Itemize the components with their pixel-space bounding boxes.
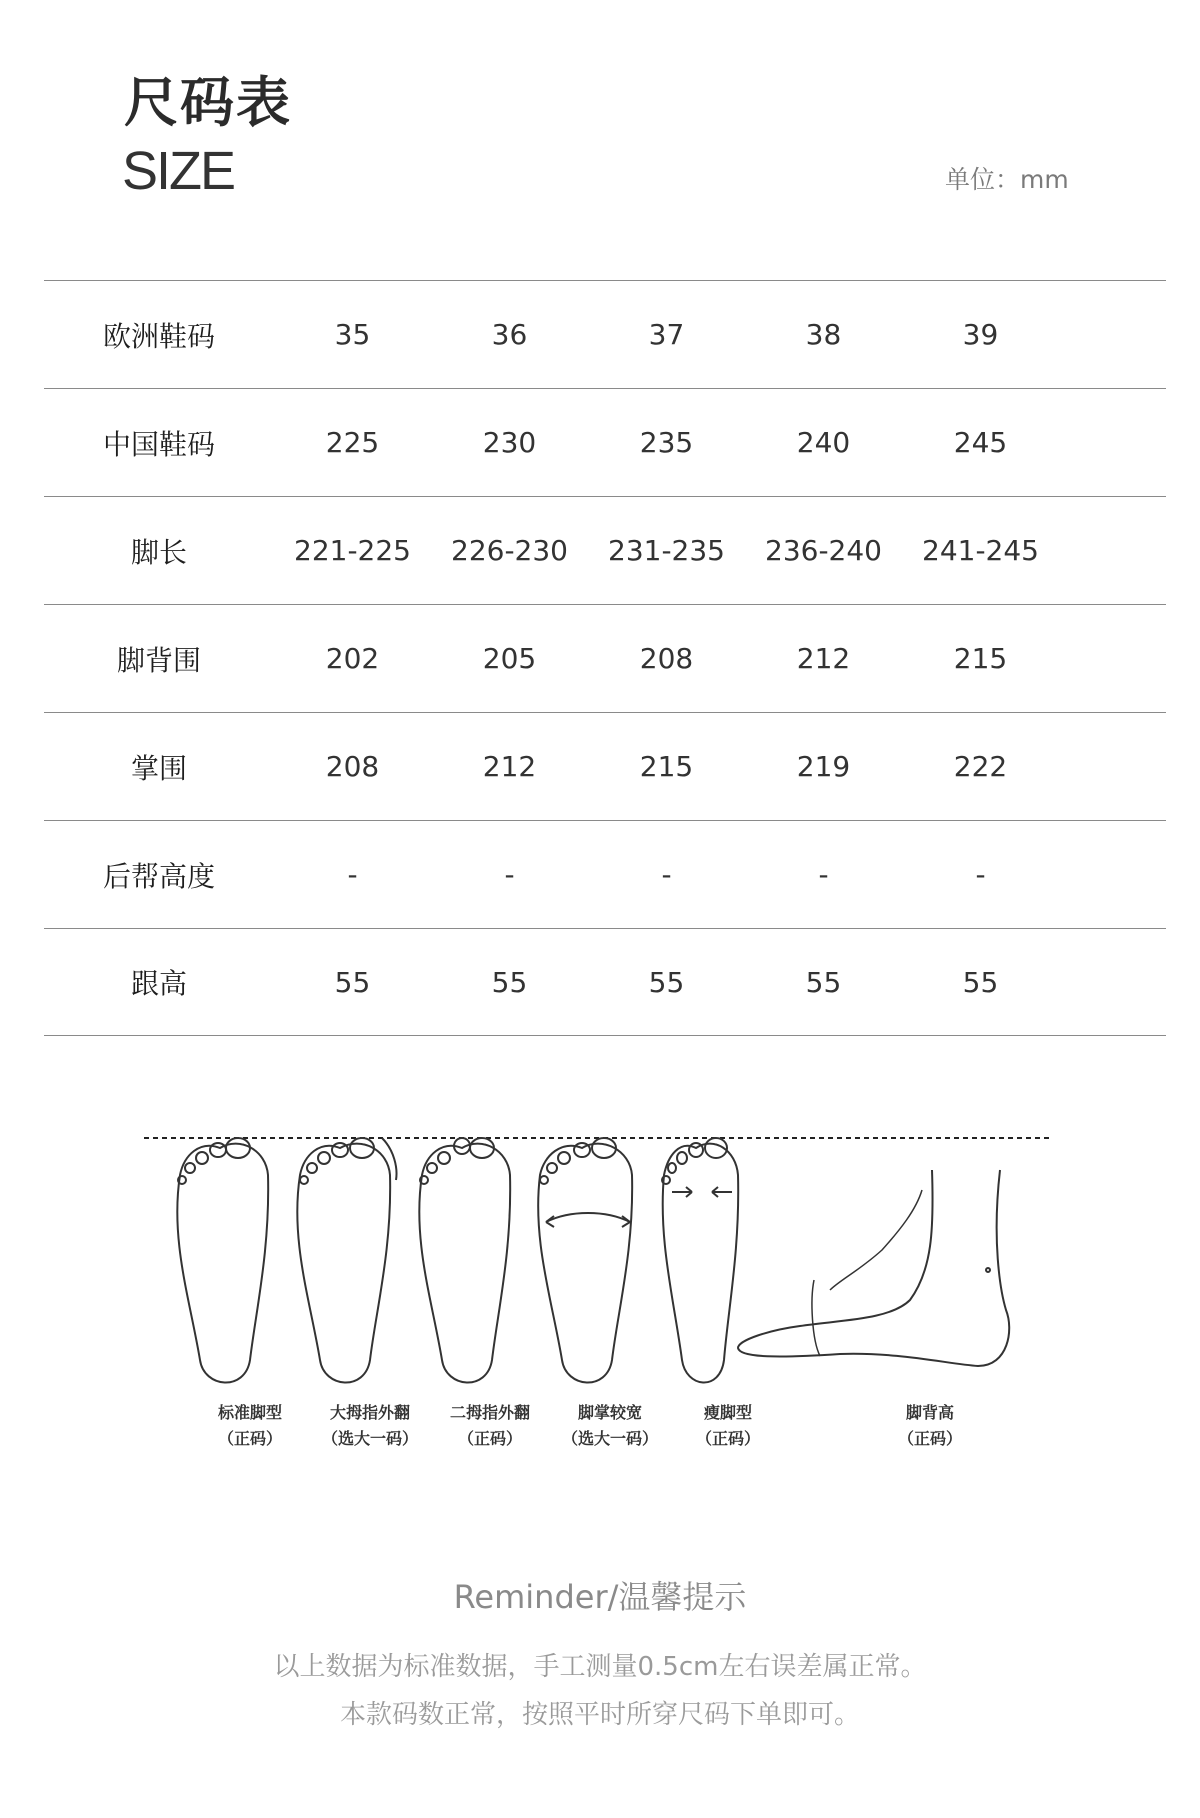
foot-type-advice: （选大一码）	[561, 1429, 658, 1448]
table-row	[44, 604, 1166, 712]
page-title-en: SIZE	[122, 141, 235, 201]
foot-type-name: 大拇指外翻	[329, 1403, 410, 1422]
table-cell: 39	[962, 318, 999, 351]
table-cell: 212	[482, 750, 537, 783]
table-cell: 205	[482, 642, 537, 675]
table-cell: -	[975, 858, 986, 891]
table-row	[44, 280, 1166, 388]
row-label: 中国鞋码	[102, 427, 215, 461]
table-cell: -	[504, 858, 515, 891]
foot-type-name: 标准脚型	[217, 1403, 282, 1422]
table-cell: 215	[639, 750, 694, 783]
foot-type-name: 脚掌较宽	[577, 1403, 642, 1422]
foot-label-high-instep	[860, 1400, 1000, 1452]
table-row	[44, 388, 1166, 496]
foot-standard-drawing	[177, 1138, 268, 1383]
foot-type-name: 脚背高	[905, 1403, 954, 1422]
table-cell: 225	[325, 426, 380, 459]
table-cell: 55	[962, 965, 999, 999]
table-cell: 55	[648, 965, 685, 999]
table-cell: 208	[639, 642, 694, 675]
unit-label: 单位：mm	[945, 165, 1069, 194]
table-cell: -	[818, 858, 829, 891]
foot-slim-drawing	[662, 1138, 738, 1383]
table-cell: 245	[953, 426, 1008, 459]
foot-type-advice: （选大一码）	[321, 1429, 418, 1448]
row-label: 掌围	[130, 751, 187, 785]
row-label: 跟高	[130, 967, 187, 1000]
row-label: 脚背围	[116, 643, 201, 677]
reminder-title: Reminder/温馨提示	[453, 1578, 747, 1616]
foot-second-toe-drawing	[419, 1138, 510, 1383]
table-cell: 208	[325, 750, 380, 783]
foot-type-advice: （正码）	[457, 1429, 522, 1448]
table-cell: 35	[334, 318, 371, 351]
table-cell: 55	[491, 965, 528, 999]
table-cell: 202	[325, 642, 380, 675]
foot-label-hallux-valgus	[300, 1400, 440, 1452]
table-cell: 235	[639, 426, 694, 459]
foot-label-second-toe	[420, 1400, 560, 1452]
size-table	[44, 280, 1166, 1036]
foot-label-slim	[658, 1400, 798, 1452]
table-cell: 55	[334, 965, 371, 999]
table-cell: 36	[491, 318, 528, 351]
table-row	[44, 712, 1166, 820]
foot-type-advice: （正码）	[217, 1429, 282, 1448]
table-cell: 226-230	[451, 534, 568, 567]
page-title-cn: 尺码表	[124, 71, 292, 134]
foot-type-illustrations	[140, 1130, 1060, 1460]
row-label: 后帮高度	[102, 859, 215, 893]
foot-label-standard	[180, 1400, 320, 1452]
reminder-line-1: 以上数据为标准数据，手工测量0.5cm左右误差属正常。	[273, 1652, 927, 1682]
table-cell: -	[661, 858, 672, 891]
table-cell: 231-235	[608, 534, 725, 567]
foot-wide-drawing	[538, 1138, 632, 1383]
table-cell: -	[347, 858, 358, 891]
table-row	[44, 928, 1166, 1036]
row-label: 欧洲鞋码	[102, 319, 215, 353]
table-cell: 38	[805, 318, 842, 351]
foot-type-advice: （正码）	[897, 1429, 962, 1448]
table-cell: 55	[805, 965, 842, 999]
table-cell: 222	[953, 750, 1008, 783]
table-cell: 212	[796, 642, 851, 675]
foot-high-instep-drawing	[738, 1170, 1009, 1366]
table-cell: 240	[796, 426, 851, 459]
foot-hallux-valgus-drawing	[297, 1138, 396, 1383]
foot-type-advice: （正码）	[695, 1429, 760, 1448]
table-row	[44, 496, 1166, 604]
table-row	[44, 820, 1166, 928]
foot-type-name: 二拇指外翻	[449, 1403, 530, 1422]
table-cell: 37	[648, 318, 685, 351]
table-cell: 236-240	[765, 534, 882, 567]
row-label: 脚长	[130, 535, 187, 569]
table-cell: 230	[482, 426, 537, 459]
reminder-line-2: 本款码数正常，按照平时所穿尺码下单即可。	[339, 1700, 860, 1730]
table-cell: 219	[796, 750, 851, 783]
table-cell: 215	[953, 642, 1008, 675]
table-cell: 241-245	[922, 534, 1039, 567]
table-cell: 221-225	[294, 534, 411, 567]
foot-type-name: 瘦脚型	[703, 1403, 752, 1422]
